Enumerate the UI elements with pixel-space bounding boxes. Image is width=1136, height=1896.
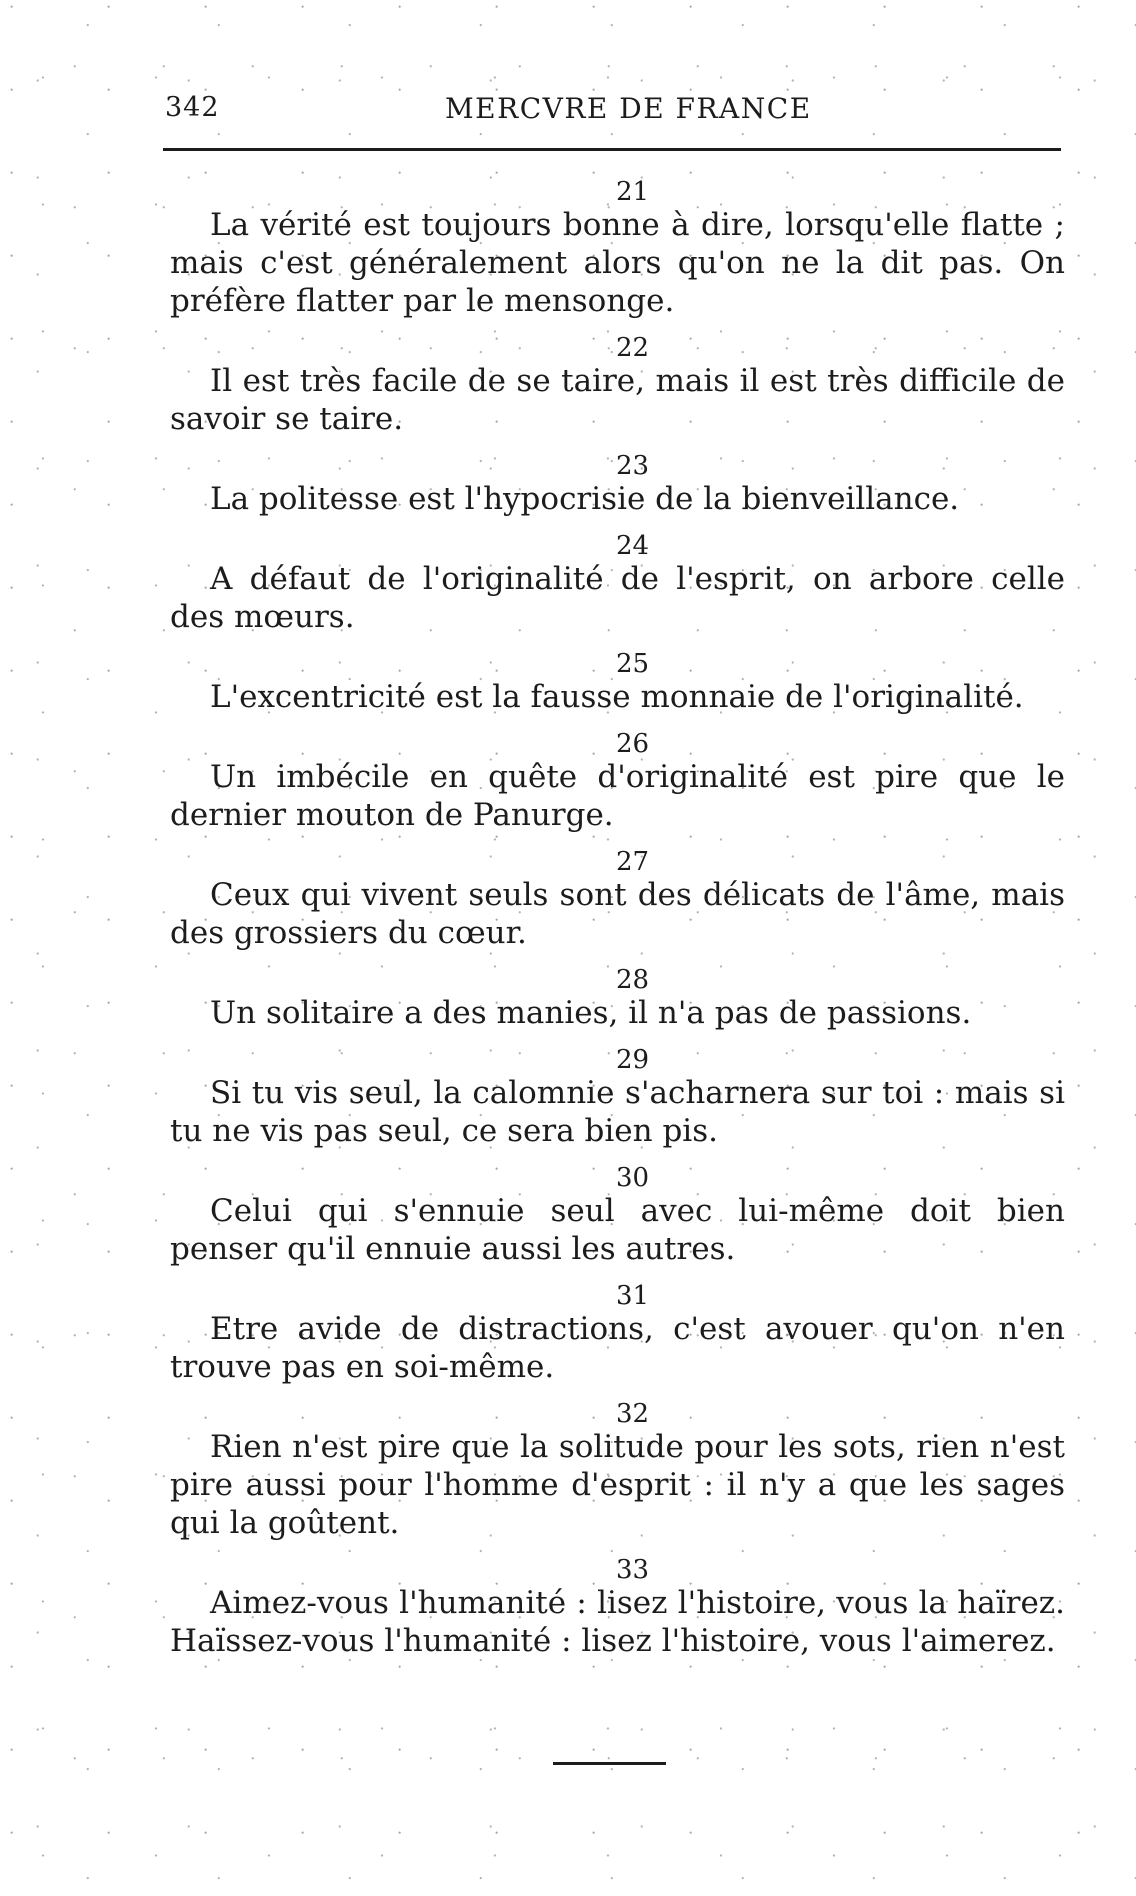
maxim-text: Aimez-vous l'humanité : lisez l'histoire, vous la haïrez. Haïssez-vous l'humanité : lisez l'histoire, vous l'aimerez.	[170, 1585, 1065, 1659]
running-title: MERCVRE DE FRANCE	[445, 92, 812, 125]
maxim-item	[170, 1400, 1065, 1542]
maxim-item	[170, 452, 1065, 518]
maxim-item	[170, 1164, 1065, 1268]
maxim-number: 32	[615, 1399, 650, 1429]
maxim-text: Il est très facile de se taire, mais il est très difficile de savoir se taire.	[170, 363, 1065, 437]
maxim-item	[170, 1282, 1065, 1386]
maxim-number: 21	[615, 177, 650, 207]
maxim-number: 28	[615, 965, 650, 995]
maxim-item	[170, 730, 1065, 834]
maxim-number: 27	[615, 847, 650, 877]
header-rule	[163, 148, 1061, 151]
maxim-number: 25	[615, 649, 650, 679]
maxim-item	[170, 178, 1065, 320]
maxim-text: Ceux qui vivent seuls sont des délicats de l'âme, mais des grossiers du cœur.	[170, 877, 1065, 951]
maxim-number: 31	[615, 1281, 650, 1311]
maxim-item	[170, 650, 1065, 716]
maxim-number: 23	[615, 451, 650, 481]
page-number: 342	[165, 92, 220, 123]
maxim-item	[170, 1556, 1065, 1660]
maxim-number: 29	[615, 1045, 650, 1075]
maxim-item	[170, 1046, 1065, 1150]
maxim-text: Un solitaire a des manies, il n'a pas de passions.	[210, 995, 972, 1031]
maxim-item	[170, 848, 1065, 952]
maxim-text: L'excentricité est la fausse monnaie de l'originalité.	[210, 679, 1024, 715]
maxim-text: Un imbécile en quête d'originalité est pire que le dernier mouton de Panurge.	[170, 759, 1065, 833]
maxim-number: 30	[615, 1163, 650, 1193]
maxim-text: La vérité est toujours bonne à dire, lorsqu'elle flatte ; mais c'est généralement alors qu'on ne la dit pas. On préfère flatter par le mensonge.	[170, 207, 1065, 319]
maxim-number: 26	[615, 729, 650, 759]
end-rule	[553, 1762, 666, 1765]
maxim-text: Si tu vis seul, la calomnie s'acharnera sur toi : mais si tu ne vis pas seul, ce sera bien pis.	[170, 1075, 1065, 1149]
maxim-item	[170, 334, 1065, 438]
page-header	[165, 92, 1060, 132]
maxim-text: Celui qui s'ennuie seul avec lui-même doit bien penser qu'il ennuie aussi les autres.	[170, 1193, 1065, 1267]
maxim-number: 33	[615, 1555, 650, 1585]
maxim-number: 22	[615, 333, 650, 363]
maxim-text: Etre avide de distractions, c'est avouer qu'on n'en trouve pas en soi-même.	[170, 1311, 1065, 1385]
maxim-text: La politesse est l'hypocrisie de la bienveillance.	[210, 481, 960, 517]
maxims-list	[170, 178, 1065, 1674]
maxim-item	[170, 532, 1065, 636]
maxim-text: Rien n'est pire que la solitude pour les sots, rien n'est pire aussi pour l'homme d'esprit : il n'y a que les sages qui la goûtent.	[170, 1429, 1065, 1541]
maxim-number: 24	[615, 531, 650, 561]
maxim-item	[170, 966, 1065, 1032]
maxim-text: A défaut de l'originalité de l'esprit, on arbore celle des mœurs.	[170, 561, 1065, 635]
